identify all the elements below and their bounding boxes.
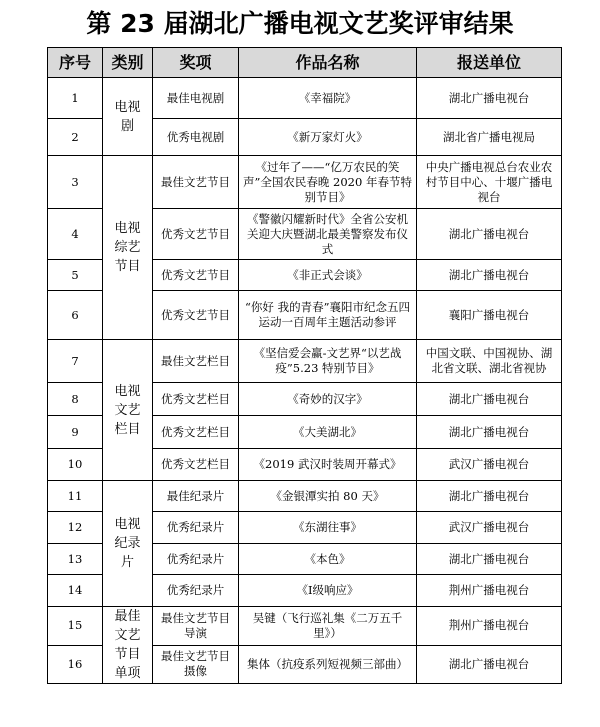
prize-cell: 优秀文艺栏目 (153, 383, 239, 416)
row-number: 10 (48, 449, 103, 481)
row-number: 4 (48, 209, 103, 260)
prize-cell: 最佳文艺栏目 (153, 340, 239, 383)
prize-cell: 最佳文艺节目 (153, 156, 239, 209)
header-work: 作品名称 (239, 48, 417, 78)
unit-cell: 湖北广播电视台 (417, 209, 562, 260)
header-unit: 报送单位 (417, 48, 562, 78)
table-header-row (48, 48, 562, 78)
work-cell: 吴键（飞行巡礼集《二万五千里》） (239, 607, 417, 646)
row-number: 13 (48, 544, 103, 575)
work-cell: 《Ⅰ级响应》 (239, 575, 417, 607)
row-number: 11 (48, 481, 103, 512)
unit-cell: 荆州广播电视台 (417, 575, 562, 607)
row-number: 2 (48, 119, 103, 156)
row-number: 16 (48, 645, 103, 684)
category-cell: 电视纪录片 (103, 481, 153, 607)
prize-cell: 优秀文艺节目 (153, 209, 239, 260)
work-cell: 《2019 武汉时装周开幕式》 (239, 449, 417, 481)
work-cell: 《新万家灯火》 (239, 119, 417, 156)
unit-cell: 湖北广播电视台 (417, 645, 562, 684)
unit-cell: 湖北广播电视台 (417, 416, 562, 449)
prize-cell: 最佳电视剧 (153, 78, 239, 119)
row-number: 6 (48, 291, 103, 340)
unit-cell: 湖北广播电视台 (417, 260, 562, 291)
row-number: 15 (48, 607, 103, 646)
work-cell: 《坚信爱会赢-文艺界“以艺战疫”5.23 特别节目》 (239, 340, 417, 383)
row-number: 7 (48, 340, 103, 383)
prize-cell: 优秀文艺栏目 (153, 416, 239, 449)
prize-cell: 优秀纪录片 (153, 512, 239, 544)
prize-cell: 优秀纪录片 (153, 575, 239, 607)
row-number: 8 (48, 383, 103, 416)
table-row (48, 481, 562, 512)
work-cell: 《东湖往事》 (239, 512, 417, 544)
header-prize: 奖项 (153, 48, 239, 78)
unit-cell: 湖北广播电视台 (417, 481, 562, 512)
work-cell: 《非正式会谈》 (239, 260, 417, 291)
header-category: 类别 (103, 48, 153, 78)
prize-cell: 优秀电视剧 (153, 119, 239, 156)
unit-cell: 湖北广播电视台 (417, 383, 562, 416)
category-cell: 电视综艺节目 (103, 156, 153, 340)
prize-cell: 优秀文艺栏目 (153, 449, 239, 481)
row-number: 14 (48, 575, 103, 607)
work-cell: 《奇妙的汉字》 (239, 383, 417, 416)
prize-cell: 优秀文艺节目 (153, 291, 239, 340)
table-row (48, 156, 562, 209)
row-number: 9 (48, 416, 103, 449)
unit-cell: 湖北广播电视台 (417, 544, 562, 575)
page-title: 第 23 届湖北广播电视文艺奖评审结果 (86, 9, 514, 38)
work-cell: 集体（抗疫系列短视频三部曲） (239, 645, 417, 684)
row-number: 5 (48, 260, 103, 291)
unit-cell: 武汉广播电视台 (417, 512, 562, 544)
work-cell: 《金银潭实拍 80 天》 (239, 481, 417, 512)
unit-cell: 湖北省广播电视局 (417, 119, 562, 156)
header-no: 序号 (48, 48, 103, 78)
prize-cell: 最佳文艺节目摄像 (153, 645, 239, 684)
unit-cell: 中央广播电视总台农业农村节目中心、十堰广播电视台 (417, 156, 562, 209)
unit-cell: 湖北广播电视台 (417, 78, 562, 119)
prize-cell: 最佳纪录片 (153, 481, 239, 512)
work-cell: 《幸福院》 (239, 78, 417, 119)
unit-cell: 荆州广播电视台 (417, 607, 562, 646)
table-row (48, 607, 562, 646)
row-number: 1 (48, 78, 103, 119)
unit-cell: 襄阳广播电视台 (417, 291, 562, 340)
work-cell: “你好 我的青春”襄阳市纪念五四运动一百周年主题活动参评 (239, 291, 417, 340)
unit-cell: 中国文联、中国视协、湖北省文联、湖北省视协 (417, 340, 562, 383)
category-cell: 电视文艺栏目 (103, 340, 153, 481)
unit-cell: 武汉广播电视台 (417, 449, 562, 481)
category-cell: 电视剧 (103, 78, 153, 156)
work-cell: 《本色》 (239, 544, 417, 575)
category-cell: 最佳文艺节目单项 (103, 607, 153, 684)
prize-cell: 优秀纪录片 (153, 544, 239, 575)
results-table (47, 47, 562, 684)
work-cell: 《警徽闪耀新时代》全省公安机关迎大庆暨湖北最美警察发布仪式 (239, 209, 417, 260)
row-number: 12 (48, 512, 103, 544)
work-cell: 《过年了——“亿万农民的笑声”全国农民春晚 2020 年春节特别节目》 (239, 156, 417, 209)
work-cell: 《大美湖北》 (239, 416, 417, 449)
prize-cell: 最佳文艺节目导演 (153, 607, 239, 646)
table-row (48, 340, 562, 383)
table-row (48, 78, 562, 119)
prize-cell: 优秀文艺节目 (153, 260, 239, 291)
row-number: 3 (48, 156, 103, 209)
